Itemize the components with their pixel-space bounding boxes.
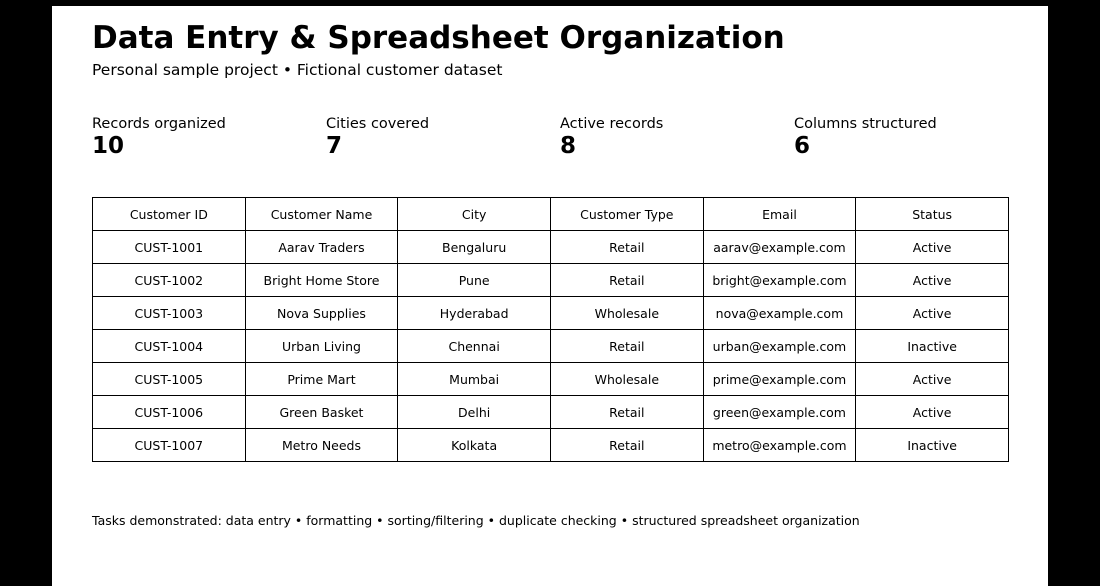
cell-customer-name: Bright Home Store — [245, 264, 398, 297]
cell-status: Active — [856, 363, 1009, 396]
cell-customer-id: CUST-1006 — [93, 396, 246, 429]
cell-email: aarav@example.com — [703, 231, 856, 264]
table-row — [93, 231, 1009, 264]
table-row — [93, 330, 1009, 363]
stat-records-organized — [92, 115, 226, 159]
cell-city: Pune — [398, 264, 551, 297]
cell-status: Inactive — [856, 330, 1009, 363]
cell-customer-type: Retail — [550, 330, 703, 363]
cell-customer-name: Metro Needs — [245, 429, 398, 462]
cell-customer-name: Urban Living — [245, 330, 398, 363]
cell-customer-id: CUST-1004 — [93, 330, 246, 363]
table-header-row — [93, 198, 1009, 231]
table-row — [93, 363, 1009, 396]
cell-customer-name: Aarav Traders — [245, 231, 398, 264]
cell-email: metro@example.com — [703, 429, 856, 462]
cell-email: nova@example.com — [703, 297, 856, 330]
document-page — [52, 6, 1048, 586]
cell-customer-type: Retail — [550, 231, 703, 264]
cell-city: Delhi — [398, 396, 551, 429]
page-subtitle: Personal sample project • Fictional customer dataset — [92, 61, 503, 79]
cell-email: prime@example.com — [703, 363, 856, 396]
page-title: Data Entry & Spreadsheet Organization — [92, 20, 785, 56]
table-row — [93, 297, 1009, 330]
cell-city: Bengaluru — [398, 231, 551, 264]
cell-status: Inactive — [856, 429, 1009, 462]
column-header-status: Status — [856, 198, 1009, 231]
stat-label: Records organized — [92, 116, 226, 132]
cell-customer-type: Retail — [550, 264, 703, 297]
column-header-email: Email — [703, 198, 856, 231]
cell-customer-id: CUST-1003 — [93, 297, 246, 330]
column-header-customer-id: Customer ID — [93, 198, 246, 231]
cell-customer-id: CUST-1005 — [93, 363, 246, 396]
stat-columns-structured — [794, 115, 937, 159]
customer-table — [92, 197, 1009, 462]
table-row — [93, 264, 1009, 297]
column-header-customer-type: Customer Type — [550, 198, 703, 231]
cell-status: Active — [856, 264, 1009, 297]
cell-customer-type: Retail — [550, 429, 703, 462]
column-header-city: City — [398, 198, 551, 231]
tasks-footer-note: Tasks demonstrated: data entry • formatting • sorting/filtering • duplicate checking • structured spreadsheet organization — [92, 513, 860, 528]
cell-customer-type: Wholesale — [550, 363, 703, 396]
cell-customer-id: CUST-1002 — [93, 264, 246, 297]
cell-customer-name: Green Basket — [245, 396, 398, 429]
stat-cities-covered — [326, 115, 429, 159]
cell-customer-name: Nova Supplies — [245, 297, 398, 330]
cell-customer-type: Retail — [550, 396, 703, 429]
stat-label: Active records — [560, 116, 664, 132]
cell-email: green@example.com — [703, 396, 856, 429]
cell-city: Hyderabad — [398, 297, 551, 330]
cell-city: Chennai — [398, 330, 551, 363]
stat-label: Cities covered — [326, 116, 430, 132]
stat-value: 8 — [560, 133, 577, 159]
cell-email: urban@example.com — [703, 330, 856, 363]
table-row — [93, 429, 1009, 462]
cell-city: Kolkata — [398, 429, 551, 462]
stat-value: 6 — [794, 133, 811, 159]
cell-city: Mumbai — [398, 363, 551, 396]
cell-customer-id: CUST-1007 — [93, 429, 246, 462]
column-header-customer-name: Customer Name — [245, 198, 398, 231]
cell-status: Active — [856, 297, 1009, 330]
stat-value: 10 — [92, 133, 125, 159]
cell-status: Active — [856, 231, 1009, 264]
cell-email: bright@example.com — [703, 264, 856, 297]
stat-label: Columns structured — [794, 116, 937, 132]
stat-value: 7 — [326, 133, 343, 159]
table-row — [93, 396, 1009, 429]
cell-customer-id: CUST-1001 — [93, 231, 246, 264]
cell-status: Active — [856, 396, 1009, 429]
cell-customer-type: Wholesale — [550, 297, 703, 330]
stat-active-records — [560, 115, 663, 159]
cell-customer-name: Prime Mart — [245, 363, 398, 396]
